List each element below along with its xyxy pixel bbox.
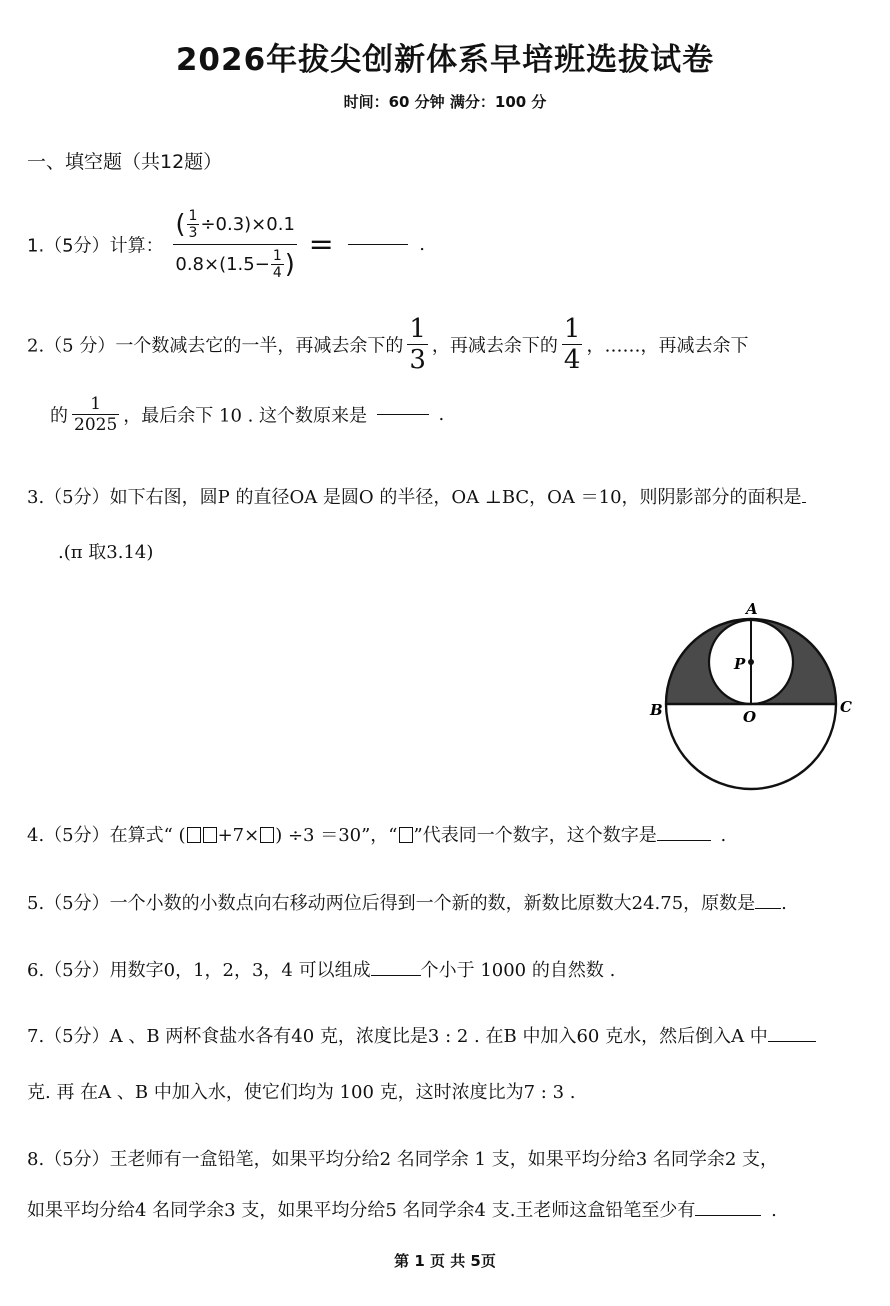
q6-text-b: 个小于 1000 的自然数 . bbox=[420, 960, 616, 981]
q4-text-a: 4.（5分）在算式“ ( bbox=[27, 825, 186, 846]
q2-text-a: 2.（5 分）一个数减去它的一半，再减去余下的 bbox=[27, 335, 404, 357]
q1-end: . bbox=[419, 234, 425, 255]
q3-text: 3.（5分）如下右图，圆P 的直径OA 是圆O 的半径，OA ⊥BC，OA ＝10，则阴影部分的面积是 bbox=[27, 487, 802, 508]
q2-f2-den: 4 bbox=[563, 345, 581, 375]
q2-f3-den: 2025 bbox=[74, 415, 118, 435]
q1-denominator bbox=[173, 245, 297, 281]
q7-text-line-2: 克. 再 在A 、B 中加入水，使它们均为 100 克，这时浓度比为7 : 3 . bbox=[27, 1082, 576, 1103]
question-1 bbox=[27, 208, 425, 281]
q6-text-a: 6.（5分）用数字0，1，2，3，4 可以组成 bbox=[27, 960, 371, 981]
q4-answer-blank[interactable] bbox=[657, 840, 711, 841]
q3-pi-note: .(π 取3.14) bbox=[58, 542, 154, 563]
q3-label-b: B bbox=[650, 701, 663, 719]
question-2-line-2 bbox=[50, 394, 444, 435]
q3-label-p: P bbox=[734, 655, 746, 673]
q5-text: 5.（5分）一个小数的小数点向右移动两位后得到一个新的数，新数比原数大24.75，原数是 bbox=[27, 893, 756, 914]
q3-label-a: A bbox=[746, 600, 758, 618]
q2-f2-num: 1 bbox=[563, 314, 581, 344]
q1-inner-den: 3 bbox=[188, 225, 198, 241]
question-3-line-1 bbox=[27, 483, 806, 509]
question-5 bbox=[27, 889, 787, 915]
q1-prefix: 1.（5分）计算： bbox=[27, 235, 164, 257]
q3-answer-blank[interactable] bbox=[802, 502, 806, 503]
question-6 bbox=[27, 956, 615, 982]
q2-text-c: ，……，再减去余下 bbox=[586, 335, 749, 357]
section-heading: 一、填空题（共12题） bbox=[27, 151, 223, 173]
q4-end: . bbox=[720, 825, 727, 846]
q2-answer-blank[interactable] bbox=[377, 414, 429, 415]
q3-label-o: O bbox=[743, 708, 757, 726]
q1-inner-num: 1 bbox=[188, 208, 198, 224]
q1-numerator bbox=[173, 208, 297, 245]
question-7-line-1 bbox=[27, 1022, 816, 1048]
exam-title: 2026年拔尖创新体系早培班选拔试卷 bbox=[175, 42, 715, 78]
q5-end: . bbox=[781, 893, 787, 914]
q1-inner-fraction bbox=[187, 208, 200, 241]
q7-text-line-1: 7.（5分）A 、B 两杯食盐水各有40 克，浓度比是3 : 2 . 在B 中加入60 克水，然后倒入A 中 bbox=[27, 1026, 768, 1047]
q1-den-close: ) bbox=[284, 249, 295, 280]
question-8-line-1 bbox=[27, 1145, 778, 1171]
q3-circle-figure bbox=[640, 592, 870, 797]
q6-answer-blank[interactable] bbox=[371, 975, 421, 976]
q4-box-3 bbox=[260, 827, 274, 843]
q1-num-rest: ÷0.3)×0.1 bbox=[200, 214, 295, 235]
q7-answer-blank[interactable] bbox=[768, 1041, 816, 1042]
page-footer: 第 1 页 共 5页 bbox=[394, 1252, 496, 1270]
q4-box-4 bbox=[399, 827, 413, 843]
question-8-line-2 bbox=[27, 1196, 777, 1222]
q1-equals: = bbox=[308, 227, 334, 262]
q8-text-line-2: 如果平均分给4 名同学余3 支，如果平均分给5 名同学余4 支.王老师这盒铅笔至少有 bbox=[27, 1200, 696, 1221]
q2-fraction-1-2025 bbox=[72, 394, 119, 435]
q1-den-frac-num: 1 bbox=[272, 248, 282, 264]
q3-point-p bbox=[748, 659, 754, 665]
q2-fraction-1-4 bbox=[562, 314, 583, 375]
q2-text-b: ，再减去余下的 bbox=[431, 335, 558, 357]
q3-label-c: C bbox=[840, 698, 852, 716]
q8-end: . bbox=[771, 1200, 777, 1221]
q5-answer-blank[interactable] bbox=[755, 908, 781, 909]
q4-text-b: +7× bbox=[217, 825, 260, 846]
question-4 bbox=[27, 821, 726, 847]
q2-fraction-1-3 bbox=[407, 314, 428, 375]
question-2-line-1 bbox=[27, 314, 748, 375]
q8-text-line-1: 8.（5分）王老师有一盒铅笔，如果平均分给2 名同学余 1 支，如果平均分给3 名同学余2 支， bbox=[27, 1149, 779, 1170]
q2-f1-den: 3 bbox=[409, 345, 426, 375]
q2-text-d: 的 bbox=[50, 405, 68, 427]
q8-answer-blank[interactable] bbox=[695, 1215, 761, 1216]
q1-den-frac-den: 4 bbox=[272, 265, 282, 281]
exam-subtitle: 时间：60 分钟 满分：100 分 bbox=[343, 93, 547, 111]
q2-f1-num: 1 bbox=[409, 314, 426, 344]
q1-answer-blank[interactable] bbox=[348, 244, 408, 245]
q2-end: . bbox=[438, 404, 445, 425]
q4-text-c: ) ÷3 ＝30”，“ bbox=[275, 825, 398, 846]
q1-expression bbox=[173, 208, 297, 281]
q4-box-1 bbox=[187, 827, 201, 843]
q1-den-fraction bbox=[271, 248, 284, 281]
q1-paren: ( bbox=[175, 209, 186, 240]
q4-text-d: ”代表同一个数字，这个数字是 bbox=[413, 825, 657, 846]
q1-den-lead: 0.8×(1.5− bbox=[175, 254, 270, 275]
q4-box-2 bbox=[203, 827, 217, 843]
question-3-line-2 bbox=[58, 538, 153, 564]
q2-f3-num: 1 bbox=[72, 394, 119, 415]
q2-text-e: ，最后余下 10 . 这个数原来是 bbox=[123, 405, 368, 427]
question-7-line-2 bbox=[27, 1078, 576, 1104]
